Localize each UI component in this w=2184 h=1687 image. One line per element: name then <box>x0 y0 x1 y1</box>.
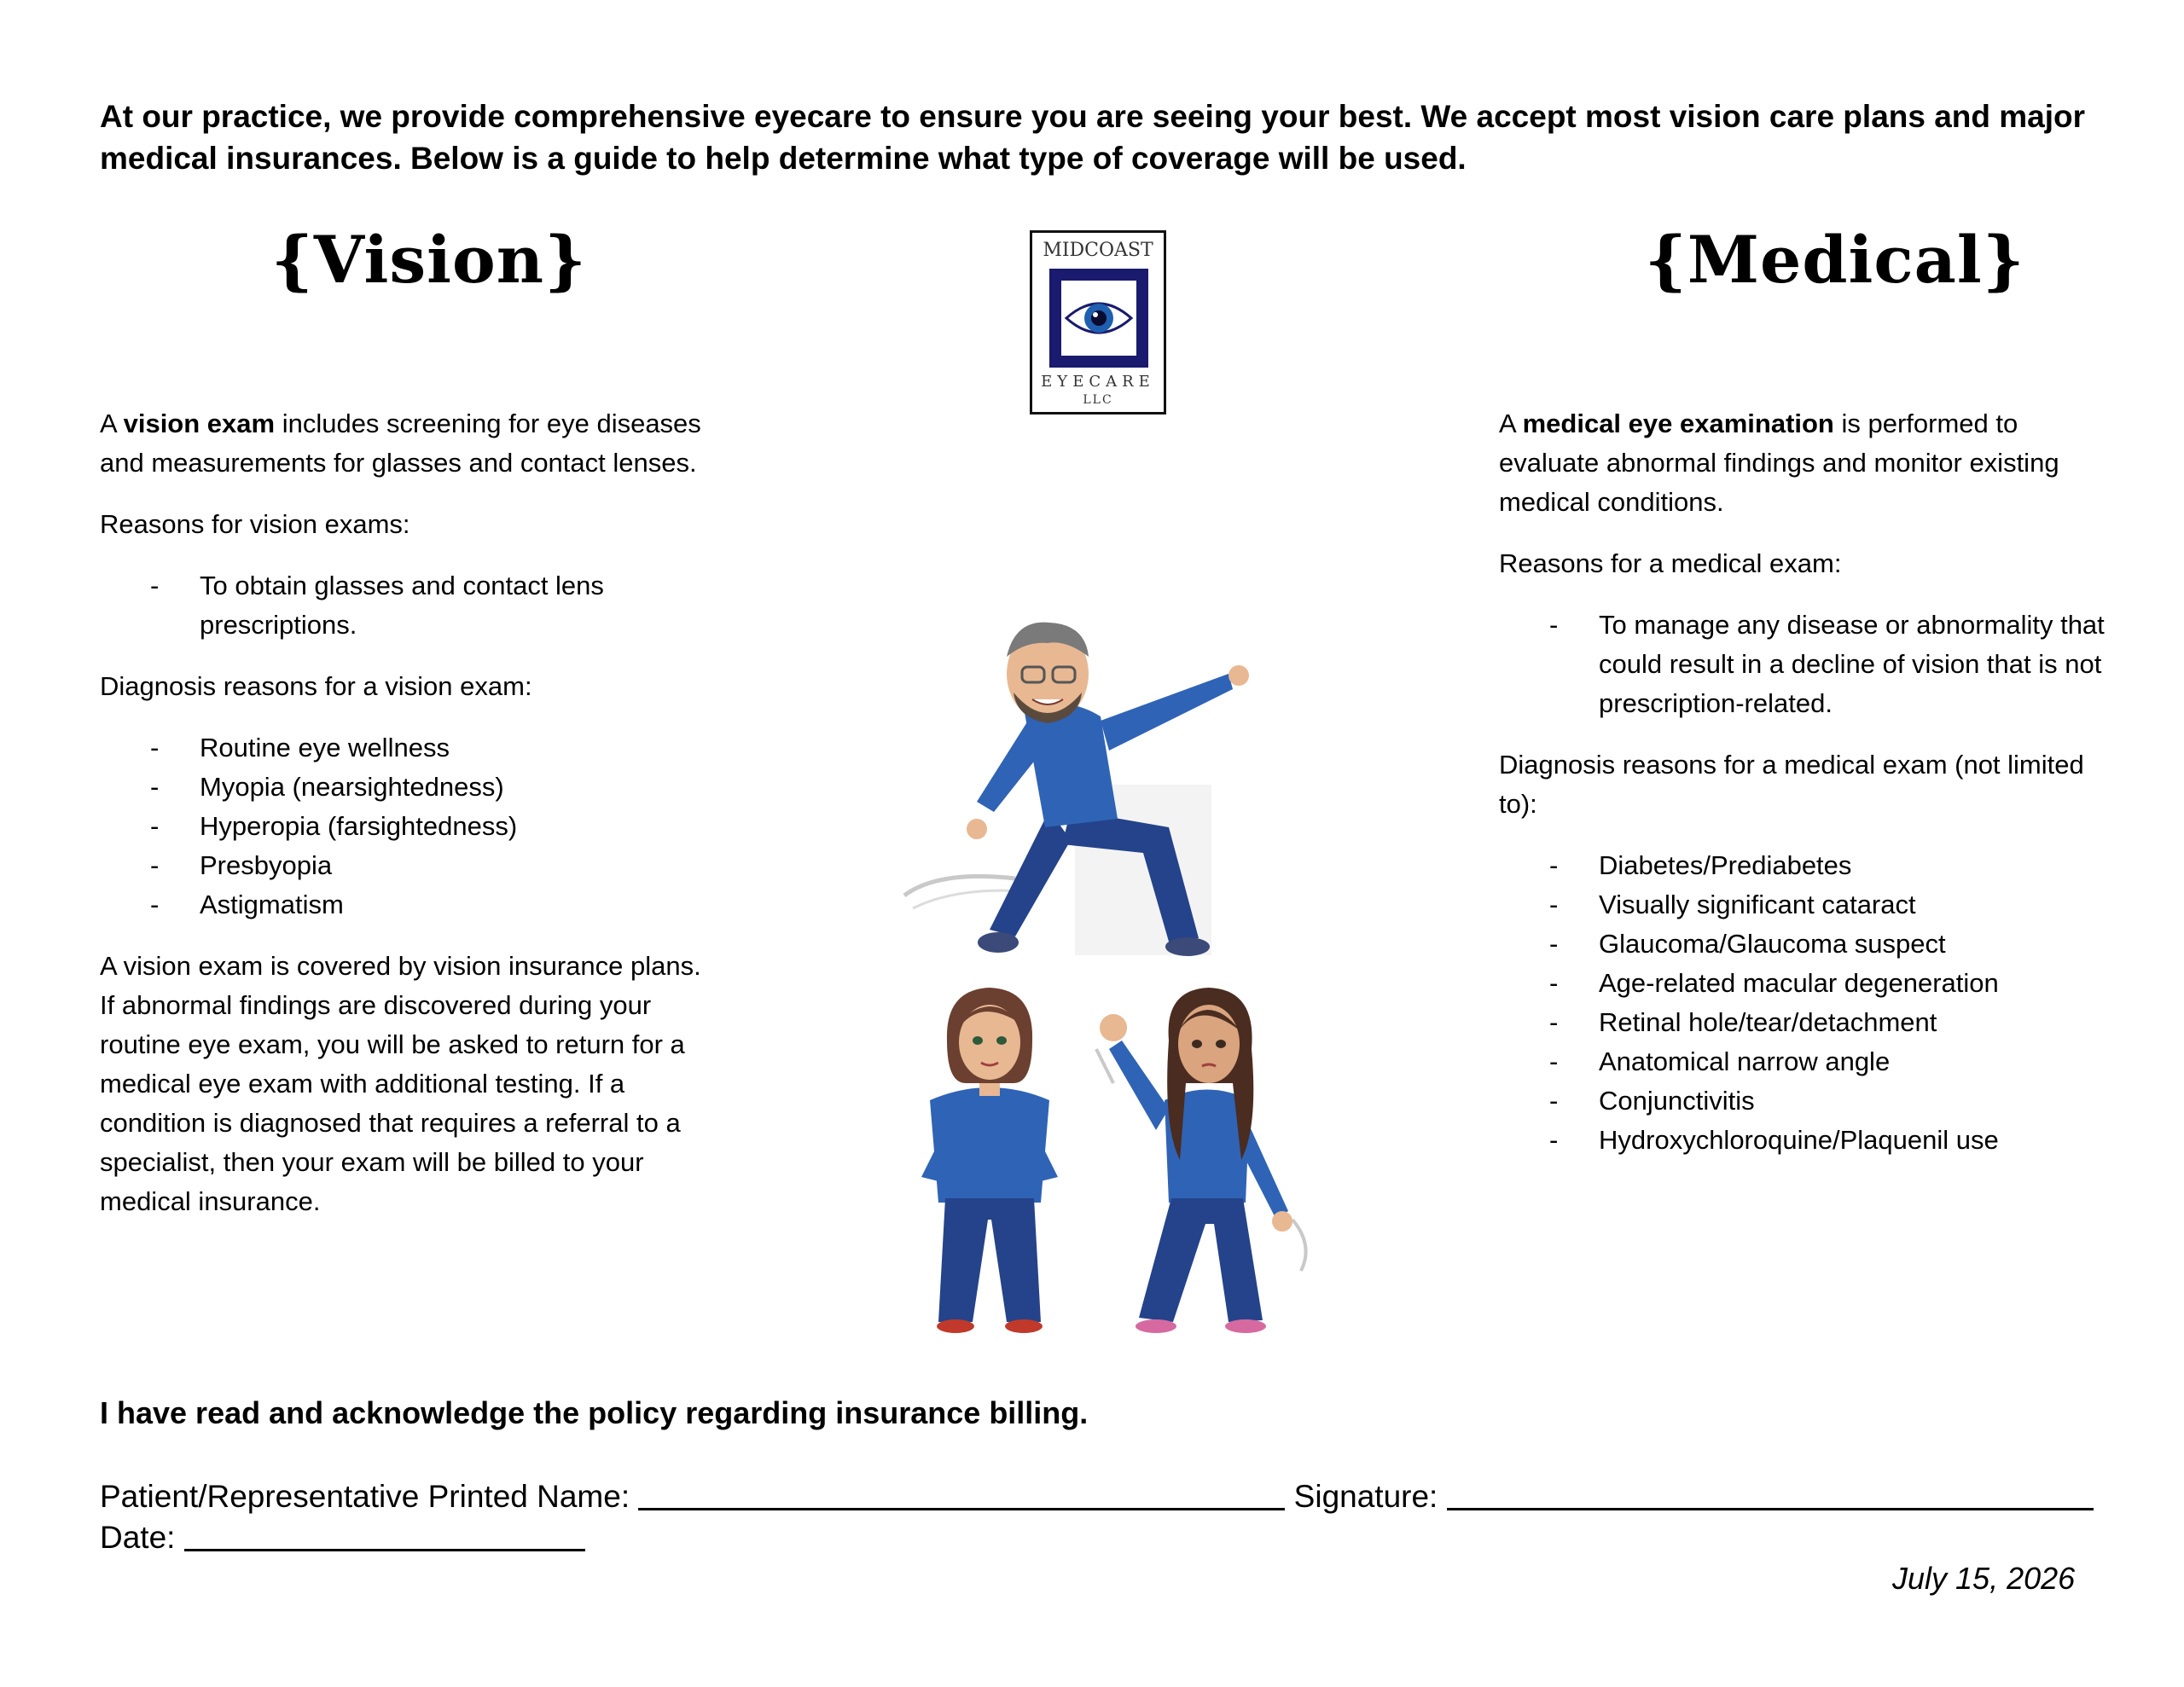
acknowledgement-statement: I have read and acknowledge the policy regarding insurance billing. <box>100 1395 1089 1430</box>
logo-llc-text: LLC <box>1083 393 1113 407</box>
list-item: - Age-related macular degeneration <box>1549 968 1999 998</box>
printed-name-field[interactable] <box>638 1479 1285 1510</box>
list-item: - Hydroxychloroquine/Plaquenil use <box>1549 1125 1999 1155</box>
signature-field[interactable] <box>1447 1479 2094 1510</box>
list-item: - Conjunctivitis <box>1549 1086 1755 1116</box>
list-item: - Astigmatism <box>150 890 344 919</box>
vision-column <box>100 404 714 1244</box>
list-item: - Glaucoma/Glaucoma suspect <box>1549 929 1946 959</box>
female-avatar-right-illustration <box>1088 981 1344 1339</box>
vision-diagnosis-label: Diagnosis reasons for a vision exam: <box>100 671 532 701</box>
signature-line <box>100 1479 2094 1515</box>
medical-diagnosis-label: Diagnosis reasons for a medical exam (not limited to): <box>1499 750 2084 819</box>
vision-reasons-list <box>100 566 714 645</box>
intro-paragraph: At our practice, we provide comprehensive eyecare to ensure you are seeing your best. We accept most vision care plans and major medical insurances. Below is a guide to help determine what type of coverage will be used. <box>100 99 2086 176</box>
midcoast-eyecare-logo <box>1030 230 1166 415</box>
medical-heading: {Medical} <box>1645 222 2025 298</box>
medical-reasons-list <box>1499 606 2113 723</box>
list-item: - Hyperopia (farsightedness) <box>150 811 518 841</box>
logo-bottom-text: EYECARE <box>1041 373 1155 391</box>
date-line <box>100 1520 585 1556</box>
eye-icon <box>1061 281 1136 356</box>
vision-heading: {Vision} <box>271 222 587 298</box>
vision-coverage-text: A vision exam is covered by vision insurance plans. If abnormal findings are discovered during your routine eye exam, you will be asked to return for a medical eye exam with additional testing. If a condition is diagnosed that requires a referral to a specialist, then your exam will be billed to your medical insurance. <box>100 951 701 1216</box>
list-item: - Routine eye wellness <box>150 733 450 762</box>
list-item: - To manage any disease or abnormality that could result in a decline of vision that is not prescription-related. <box>1549 610 2105 718</box>
list-item: - Anatomical narrow angle <box>1549 1046 1891 1076</box>
list-item: - To obtain glasses and contact lens prescriptions. <box>150 571 604 640</box>
name-label: Patient/Representative Printed Name: <box>100 1479 630 1514</box>
signature-label: Signature: <box>1293 1479 1438 1514</box>
medical-column <box>1499 404 2113 1182</box>
male-avatar-illustration <box>887 614 1263 972</box>
list-item: - Myopia (nearsightedness) <box>150 772 504 802</box>
document-date: July 15, 2026 <box>1892 1561 2076 1596</box>
vision-intro: A vision exam includes screening for eye diseases and measurements for glasses and contact lenses. <box>100 409 701 478</box>
date-label: Date: <box>100 1520 176 1555</box>
medical-diagnosis-list <box>1499 846 2113 1160</box>
list-item: - Presbyopia <box>150 850 333 880</box>
medical-reasons-label: Reasons for a medical exam: <box>1499 548 1842 578</box>
list-item: - Retinal hole/tear/detachment <box>1549 1007 1937 1037</box>
vision-diagnosis-list <box>100 728 714 925</box>
female-avatar-left-illustration <box>904 981 1075 1339</box>
logo-top-text: MIDCOAST <box>1043 240 1153 261</box>
list-item: - Visually significant cataract <box>1549 890 1916 919</box>
medical-intro: A medical eye examination is performed to evaluate abnormal findings and monitor existing medical conditions. <box>1499 409 2059 517</box>
date-field[interactable] <box>184 1520 585 1551</box>
logo-frame <box>1049 269 1148 368</box>
list-item: - Diabetes/Prediabetes <box>1549 850 1852 880</box>
vision-reasons-label: Reasons for vision exams: <box>100 509 410 539</box>
